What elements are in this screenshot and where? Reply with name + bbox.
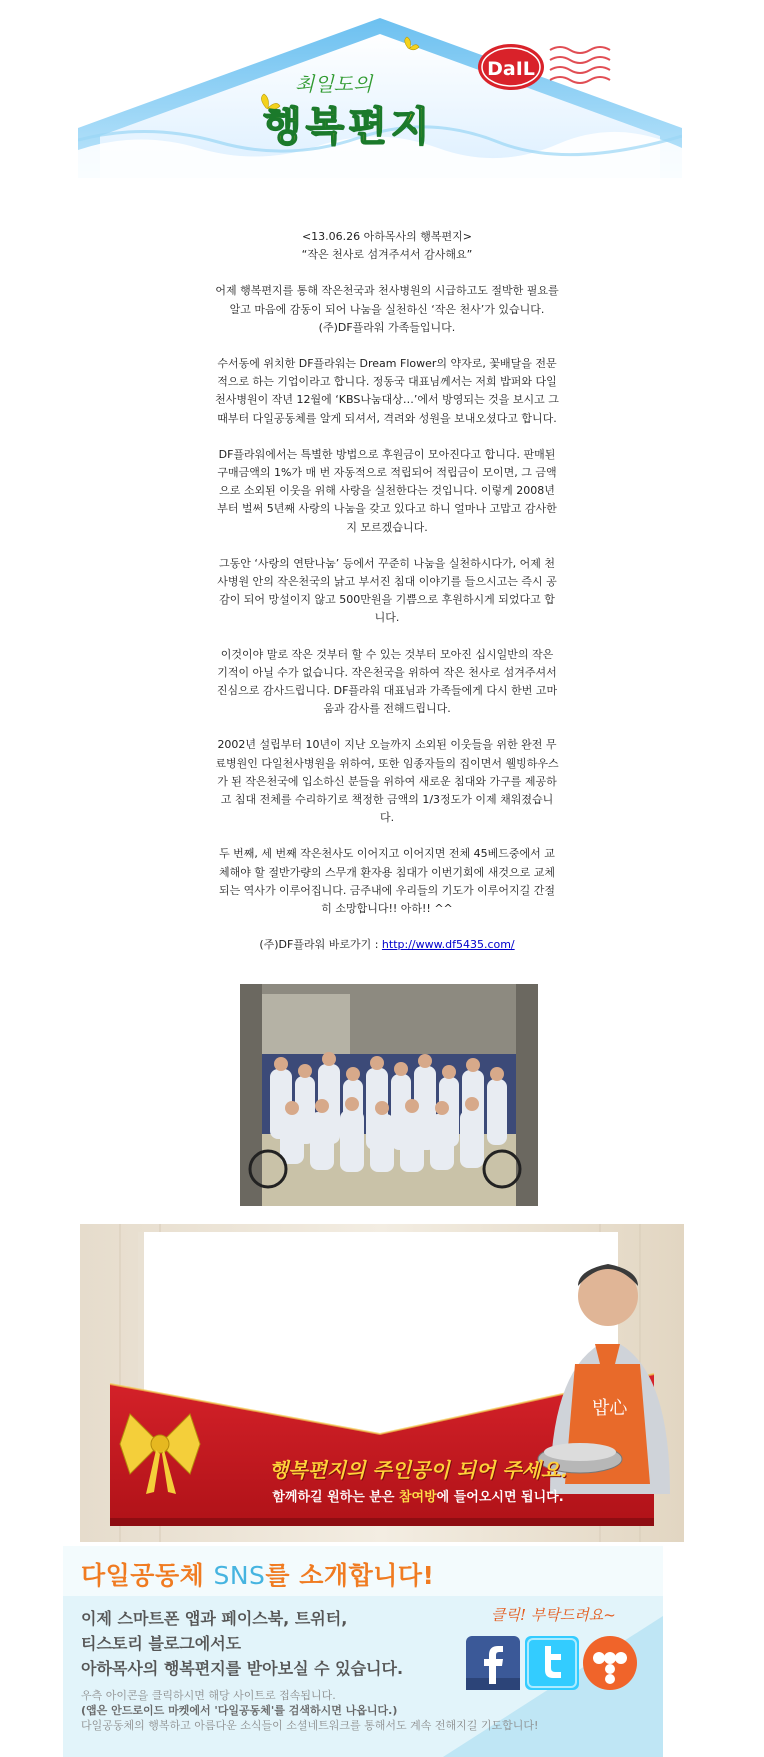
tistory-icon-graphic	[583, 1636, 637, 1690]
letter-paragraph: 두 번째, 세 번째 작은천사도 이어지고 이어지면 전체 45베드중에서 교체해야 할 절반가량의 스무개 환자용 침대가 이번기회에 새것으로 교체되는 역사가 이루어집니다. 금주내에 우리들의 기도가 이루어지길 간절히 소망합니다!! 아하!! ^^	[218, 847, 556, 916]
participation-room-link[interactable]: 참여방	[398, 1490, 437, 1505]
daill-stamp	[478, 46, 544, 92]
banner-headline: 행복편지의 주인공이 되어 주세요.	[268, 1458, 568, 1482]
header-title-big: 행복편지	[263, 103, 434, 150]
sns-title	[81, 1556, 434, 1592]
header-title	[263, 68, 434, 152]
letter-paragraph: 수서동에 위치한 DF플라워는 Dream Flower의 약자로, 꽃배달을 전문적으로 하는 기업이라고 합니다. 정동국 대표님께서는 저희 밥퍼와 다일천사병원이 작년 12월에 ‘KBS나눔대상…’에서 방영되는 것을 보시고 그때부터 다일공동체를 알게 되셔서, 격려와 성원을 보내오셨다고 합니다.	[215, 357, 559, 425]
facebook-icon[interactable]	[466, 1636, 520, 1690]
participation-banner[interactable]	[80, 1224, 684, 1542]
sns-description-line: 아하목사의 행복편지를 받아보실 수 있습니다.	[81, 1659, 404, 1678]
letter-paragraph: 2002년 설립부터 10년이 지난 오늘까지 소외된 이웃들을 위한 완전 무료병원인 다일천사병원을 위하여, 또한 임종자들의 집이면서 웰빙하우스가 된 작은천국에 입소하신 분들을 위하여 새로운 침대와 가구를 제공하고 침대 전체를 수리하기로 책정한 금액의 1/3정도가 이제 채워졌습니다.	[215, 738, 559, 825]
df-flower-link[interactable]: http://www.df5435.com/	[381, 938, 515, 952]
daill-stamp-text: DaIL	[487, 58, 535, 80]
sns-title-pre: 다일공동체	[81, 1561, 214, 1590]
sns-note	[81, 1688, 641, 1733]
tistory-icon[interactable]	[583, 1636, 637, 1690]
sns-note-line: 우측 아이콘을 클릭하시면 해당 사이트로 접속됩니다.	[81, 1689, 336, 1702]
sns-note-line: 다일공동체의 행복하고 아름다운 소식들이 소셜네트워크를 통해서도 계속 전해지길 기도합니다!	[81, 1719, 539, 1732]
letter-body	[214, 228, 560, 973]
sns-title-sns: SNS	[213, 1561, 266, 1590]
apron-text: 밥心	[592, 1398, 628, 1419]
letter-link-prefix: (주)DF플라워 바로가기 :	[259, 938, 382, 952]
letter-paragraph: 어제 행복편지를 통해 작은천국과 천사병원의 시급하고도 절박한 필요를 알고 마음에 감동이 되어 나눔을 실천하신 ‘작은 천사’가 있습니다. (주)DF플라워 가족들입니다.	[215, 284, 559, 334]
letter-paragraph: DF플라워에서는 특별한 방법으로 후원금이 모아진다고 합니다. 판매된 구매금액의 1%가 매 번 자동적으로 적립되어 적립금이 모이면, 그 금액으로 소외된 이웃을 위해 사랑을 실천한다는 것입니다. 이렇게 2008년부터 벌써 5년째 사랑의 나눔을 갖고 있다고 하니 얼마나 고맙고 감사한지 모르겠습니다.	[217, 447, 557, 534]
sns-description-line: 티스토리 블로그에서도	[81, 1634, 242, 1653]
sns-note-line: (앱은 안드로이드 마켓에서 '다일공동체'를 검색하시면 나옵니다.)	[81, 1704, 398, 1717]
sns-description	[81, 1606, 501, 1681]
letter-heading-title: “작은 천사로 섬겨주셔서 감사해요”	[301, 248, 473, 262]
facebook-icon-graphic	[466, 1636, 520, 1690]
header-banner	[78, 18, 682, 178]
twitter-icon-graphic	[525, 1636, 579, 1690]
letter-paragraph: 그동안 ‘사랑의 연탄나눔’ 등에서 꾸준히 나눔을 실천하시다가, 어제 천사병원 안의 작은천국의 낡고 부서진 침대 이야기를 들으시고는 즉시 공감이 되어 망설이지 않고 500만원을 기쁨으로 후원하시게 되었다고 합니다.	[217, 556, 557, 625]
letter-link-line	[214, 936, 560, 954]
banner-subline-post: 에 들어오시면 됩니다.	[436, 1490, 564, 1505]
group-photo	[240, 984, 538, 1206]
banner-subline-pre: 함께하길 원하는 분은	[272, 1490, 399, 1505]
letter-heading	[214, 228, 560, 264]
sns-title-post: 를 소개합니다!	[265, 1561, 435, 1590]
twitter-icon[interactable]	[525, 1636, 579, 1690]
click-request-note: 클릭! 부탁드려요~	[491, 1606, 616, 1624]
header-title-small: 최일도의	[295, 72, 373, 96]
letter-paragraph: 이것이야 말로 작은 것부터 할 수 있는 것부터 모아진 십시일반의 작은 기적이 아닐 수가 없습니다. 작은천국을 위하여 작은 천사로 섬겨주셔서 진심으로 감사드립니다. DF플라워 대표님과 가족들에게 다시 한번 고마움과 감사를 전해드립니다.	[216, 647, 558, 716]
sns-introduction	[63, 1546, 663, 1757]
letter-heading-date: <13.06.26 아하목사의 행복편지>	[301, 230, 473, 243]
group-photo-image	[240, 984, 538, 1206]
banner-subline	[228, 1486, 608, 1505]
sns-description-line: 이제 스마트폰 앱과 페이스북, 트위터,	[81, 1609, 348, 1628]
